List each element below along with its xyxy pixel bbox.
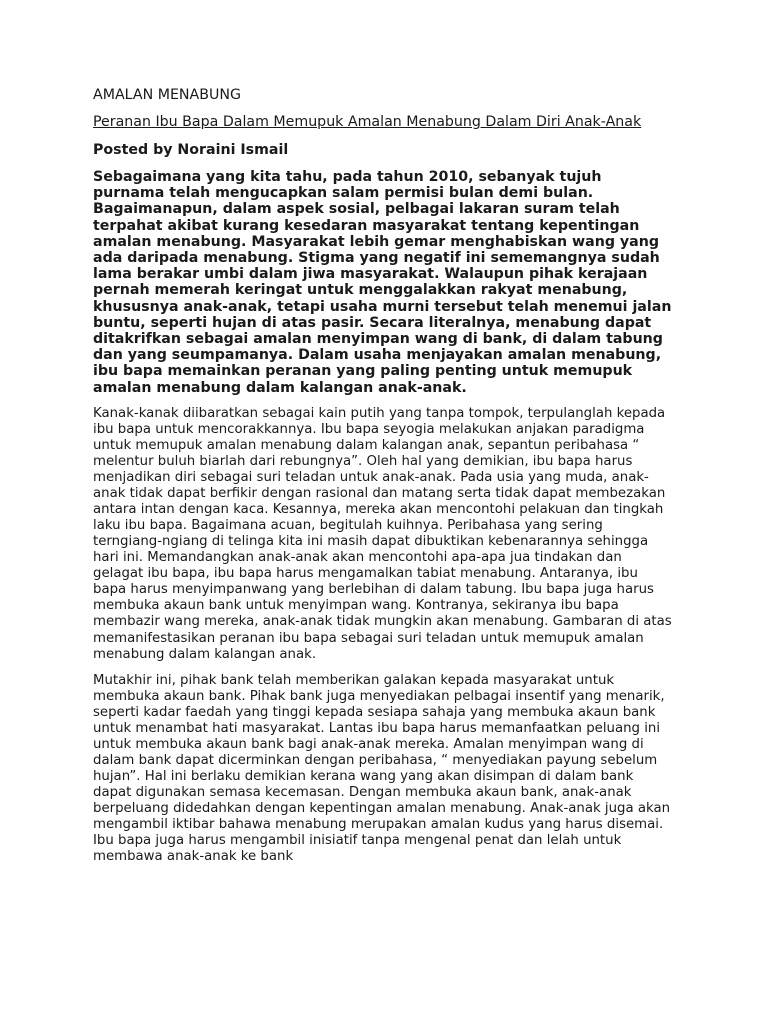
paragraph-intro: Sebagaimana yang kita tahu, pada tahun 2010, sebanyak tujuh purnama telah mengucapkan salam permisi bulan demi bulan. Bagaimanapun, dalam aspek sosial, pelbagai lakaran suram telah terpahat akibat kurang kesedaran masyarakat tentang kepentingan amalan menabung. Masyarakat lebih gemar menghabiskan wang yang ada daripada menabung. Stigma yang negatif ini sememangnya sudah lama berakar umbi dalam jiwa masyarakat. Walaupun pihak kerajaan pernah memerah keringat untuk menggalakkan rakyat menabung, khususnya anak-anak, tetapi usaha murni tersebut telah menemui jalan buntu, seperti hujan di atas pasir. Secara literalnya, menabung dapat ditakrifkan sebagai amalan menyimpan wang di bank, di dalam tabung dan yang seumpamanya. Dalam usaha menjayakan amalan menabung, ibu bapa memainkan peranan yang paling penting untuk memupuk amalan menabung dalam kalangan anak-anak. [93, 169, 672, 396]
document-author: Posted by Noraini Ismail [93, 142, 289, 158]
paragraph-body-1: Kanak-kanak diibaratkan sebagai kain putih yang tanpa tompok, terpulanglah kepada ibu bapa untuk mencorakkannya. Ibu bapa seyogia melakukan anjakan paradigma untuk memupuk amalan menabung dalam kalangan anak, sepantun peribahasa “ melentur buluh biarlah dari rebungnya”. Oleh hal yang demikian, ibu bapa harus menjadikan diri sebagai suri teladan untuk anak-anak. Pada usia yang muda, anak-anak tidak dapat berfikir dengan rasional dan matang serta tidak dapat membezakan antara intan dengan kaca. Kesannya, mereka akan mencontohi pelakuan dan tingkah laku ibu bapa. Bagaimana acuan, begitulah kuihnya. Peribahasa yang sering terngiang-ngiang di telinga kita ini masih dapat dibuktikan kebenarannya sehingga hari ini. Memandangkan anak-anak akan mencontohi apa-apa jua tindakan dan gelagat ibu bapa, ibu bapa harus mengamalkan tabiat menabung. Antaranya, ibu bapa harus menyimpanwang yang berlebihan di dalam tabung. Ibu bapa juga harus membuka akaun bank untuk menyimpan wang. Kontranya, sekiranya ibu bapa membazir wang mereka, anak-anak tidak mungkin akan menabung. Gambaran di atas memanifestasikan peranan ibu bapa sebagai suri teladan untuk memupuk amalan menabung dalam kalangan anak. [93, 405, 672, 662]
document-subtitle: Peranan Ibu Bapa Dalam Memupuk Amalan Menabung Dalam Diri Anak-Anak [93, 114, 642, 130]
paragraph-body-2: Mutakhir ini, pihak bank telah memberikan galakan kepada masyarakat untuk membuka akaun bank. Pihak bank juga menyediakan pelbagai insentif yang menarik, seperti kadar faedah yang tinggi kepada sesiapa sahaja yang membuka akaun bank untuk menambat hati masyarakat. Lantas ibu bapa harus memanfaatkan peluang ini untuk membuka akaun bank bagi anak-anak mereka. Amalan menyimpan wang di dalam bank dapat dicerminkan dengan peribahasa, “ menyediakan payung sebelum hujan”. Hal ini berlaku demikian kerana wang yang akan disimpan di dalam bank dapat digunakan semasa kecemasan. Dengan membuka akaun bank, anak-anak berpeluang didedahkan dengan kepentingan amalan menabung. Anak-anak juga akan mengambil iktibar bahawa menabung merupakan amalan kudus yang harus disemai. Ibu bapa juga harus mengambil inisiatif tanpa mengenal penat dan lelah untuk membawa anak-anak ke bank [93, 672, 671, 865]
document-page [93, 86, 673, 875]
document-title: AMALAN MENABUNG [93, 87, 241, 103]
